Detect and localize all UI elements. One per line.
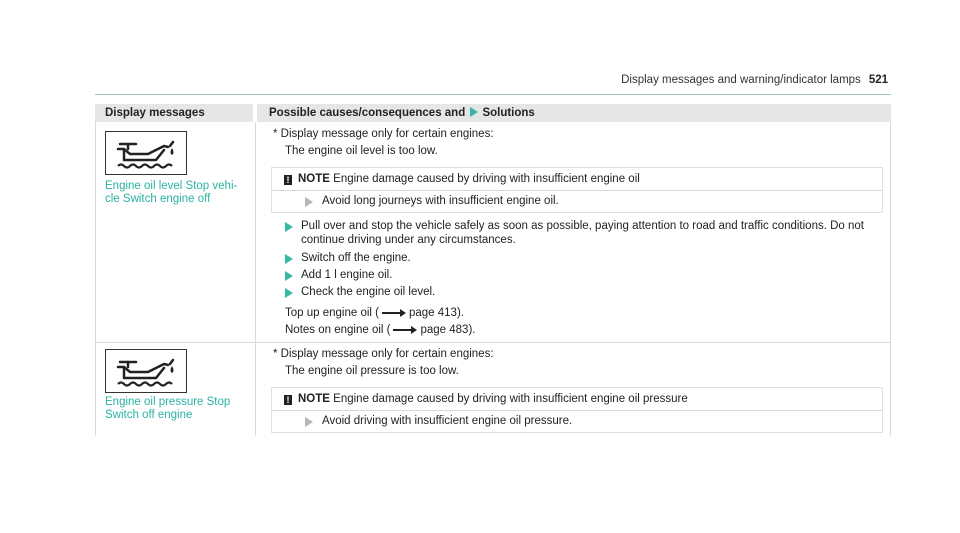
play-arrow-icon — [285, 254, 293, 264]
play-arrow-icon — [305, 417, 313, 427]
note-box — [271, 167, 883, 213]
long-arrow-icon — [382, 309, 406, 317]
message-line: Engine oil pressure Stop — [105, 396, 231, 408]
message-line: Engine oil level Stop vehi- — [105, 180, 238, 192]
messages-table — [95, 104, 891, 436]
long-arrow-icon — [393, 326, 417, 334]
note-box — [271, 387, 883, 433]
col-header-causes — [257, 104, 891, 122]
reference-text: Top up engine oil ( — [285, 307, 379, 319]
note-text: Engine damage caused by driving with insufficient engine oil pressure — [333, 393, 688, 405]
row-divider — [95, 342, 891, 343]
note-text: Engine damage caused by driving with insufficient engine oil — [333, 173, 640, 185]
left-border — [95, 122, 96, 436]
step-check-level: Check the engine oil level. — [301, 286, 436, 298]
footnote: * Display message only for certain engines: — [273, 348, 494, 360]
step-line: Pull over and stop the vehicle safely as soon as possible, paying attention to road and traffic conditions. Do not — [301, 220, 864, 232]
play-arrow-icon — [285, 288, 293, 298]
note-divider — [272, 410, 882, 411]
note-action: Avoid driving with insufficient engine oil pressure. — [322, 415, 573, 427]
footnote: * Display message only for certain engines: — [273, 128, 494, 140]
reference-page: page 413). — [408, 307, 464, 319]
step-add-oil: Add 1 l engine oil. — [301, 269, 393, 281]
oil-can-level-icon — [105, 131, 187, 175]
right-border — [890, 122, 891, 436]
reference-topup[interactable] — [285, 307, 464, 321]
column-divider — [255, 122, 256, 436]
header-rule — [95, 94, 891, 95]
message-oil-level — [105, 180, 255, 206]
step-switch-off: Switch off the engine. — [301, 252, 411, 264]
message-oil-pressure — [105, 396, 255, 422]
reference-text: Notes on engine oil ( — [285, 324, 391, 336]
cause-text: The engine oil pressure is too low. — [285, 365, 459, 377]
message-line: cle Switch engine off — [105, 193, 211, 205]
col-header-causes-label: Possible causes/consequences and — [269, 107, 466, 119]
play-arrow-icon — [305, 197, 313, 207]
play-arrow-icon — [470, 107, 478, 117]
note-label: NOTE — [298, 173, 330, 185]
step-pull-over — [301, 220, 864, 247]
play-arrow-icon — [285, 271, 293, 281]
col-header-messages: Display messages — [95, 104, 253, 122]
message-line: Switch off engine — [105, 409, 193, 421]
cause-text: The engine oil level is too low. — [285, 145, 438, 157]
note-line — [284, 173, 640, 187]
oil-can-pressure-icon — [105, 349, 187, 393]
note-divider — [272, 190, 882, 191]
reference-notes[interactable] — [285, 324, 475, 338]
note-line — [284, 393, 688, 407]
note-action: Avoid long journeys with insufficient engine oil. — [322, 195, 559, 207]
section-title: Display messages and warning/indicator lamps — [621, 74, 861, 86]
col-header-solutions-label: Solutions — [482, 107, 535, 119]
note-label: NOTE — [298, 393, 330, 405]
page-number: 521 — [868, 74, 888, 86]
running-head — [621, 74, 888, 86]
step-line: continue driving under any circumstances. — [301, 233, 516, 246]
warning-icon: ! — [284, 395, 292, 405]
play-arrow-icon — [285, 222, 293, 232]
warning-icon: ! — [284, 175, 292, 185]
reference-page: page 483). — [420, 324, 476, 336]
